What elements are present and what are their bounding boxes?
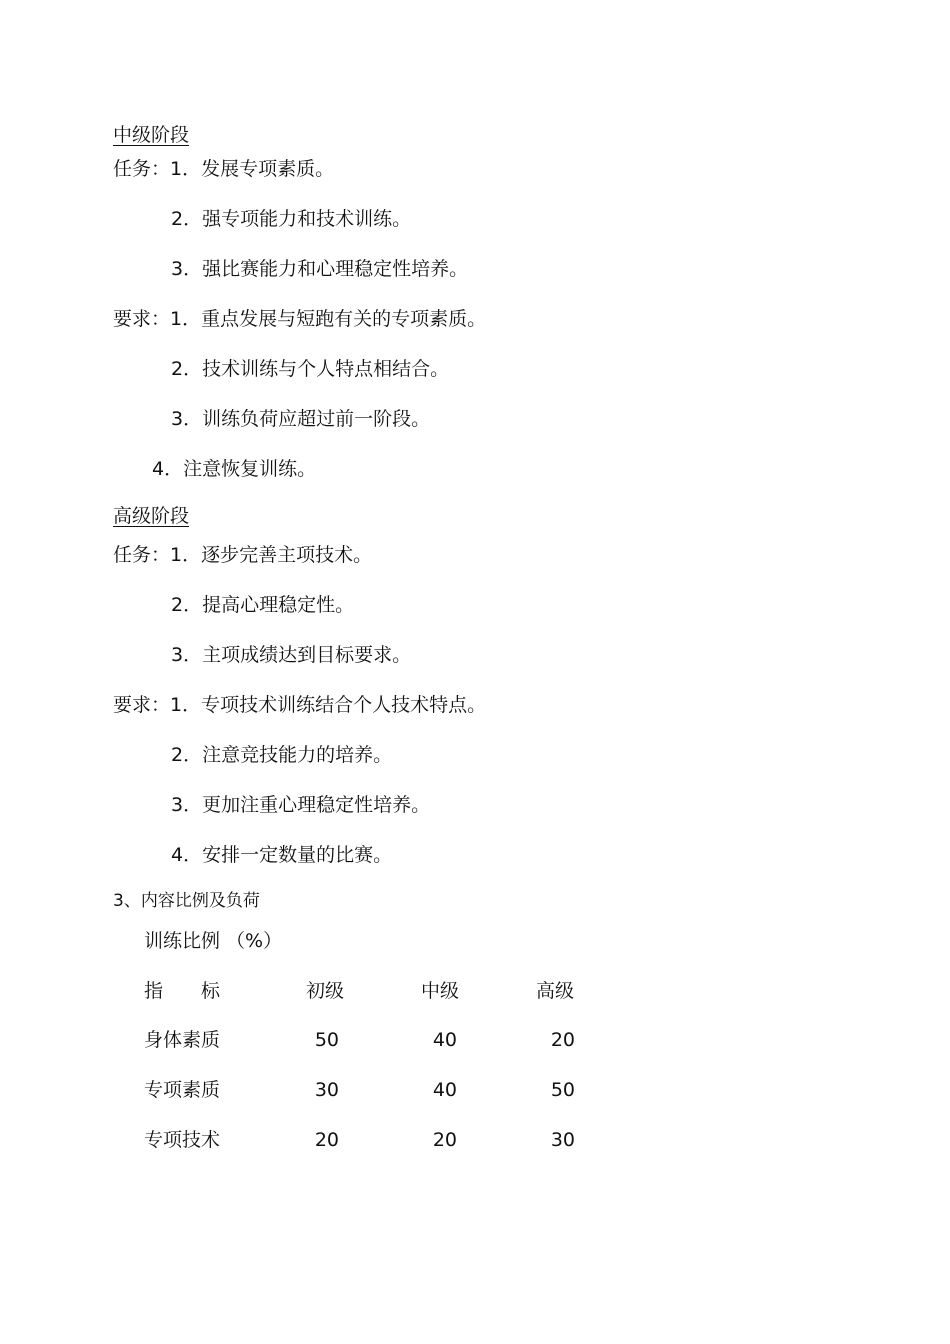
- table-header-advanced: 高级: [536, 980, 575, 1002]
- advanced-requirement-4: 4．安排一定数量的比赛。: [171, 844, 393, 866]
- intermediate-requirement-4: 4．注意恢复训练。: [152, 458, 317, 480]
- table-cell-advanced: 20: [550, 1029, 575, 1051]
- advanced-task-2: 2．提高心理稳定性。: [171, 594, 355, 616]
- table-cell-advanced: 30: [550, 1129, 575, 1151]
- intermediate-task-2: 2．强专项能力和技术训练。: [171, 208, 412, 230]
- advanced-requirement-3: 3．更加注重心理稳定性培养。: [171, 794, 431, 816]
- advanced-requirement-2: 2．注意竞技能力的培养。: [171, 744, 393, 766]
- intermediate-requirement-1: 要求：1．重点发展与短跑有关的专项素质。: [113, 308, 487, 330]
- intermediate-task-3: 3．强比赛能力和心理稳定性培养。: [171, 258, 469, 280]
- advanced-heading: 高级阶段: [113, 505, 190, 527]
- table-cell-intermediate: 40: [432, 1029, 457, 1051]
- advanced-requirement-1: 要求：1．专项技术训练结合个人技术特点。: [113, 694, 487, 716]
- table-cell-intermediate: 40: [432, 1079, 457, 1101]
- intermediate-requirement-2: 2．技术训练与个人特点相结合。: [171, 358, 450, 380]
- table-header-intermediate: 中级: [421, 980, 460, 1002]
- table-row-label: 专项素质: [144, 1079, 221, 1101]
- advanced-task-3: 3．主项成绩达到目标要求。: [171, 644, 412, 666]
- section3-title: 3、内容比例及负荷: [113, 891, 260, 911]
- intermediate-heading: 中级阶段: [113, 124, 190, 146]
- table-cell-beginner: 50: [314, 1029, 339, 1051]
- table-header-beginner: 初级: [306, 980, 345, 1002]
- table-cell-advanced: 50: [550, 1079, 575, 1101]
- table-row-label: 身体素质: [144, 1029, 221, 1051]
- intermediate-requirement-3: 3．训练负荷应超过前一阶段。: [171, 408, 431, 430]
- advanced-task-1: 任务：1．逐步完善主项技术。: [113, 544, 373, 566]
- table-cell-intermediate: 20: [432, 1129, 457, 1151]
- table-header-indicator: 指 标: [144, 980, 221, 1002]
- table-cell-beginner: 20: [314, 1129, 339, 1151]
- intermediate-task-1: 任务：1．发展专项素质。: [113, 158, 335, 180]
- table-caption: 训练比例 （%）: [144, 930, 283, 952]
- table-row-label: 专项技术: [144, 1129, 221, 1151]
- table-cell-beginner: 30: [314, 1079, 339, 1101]
